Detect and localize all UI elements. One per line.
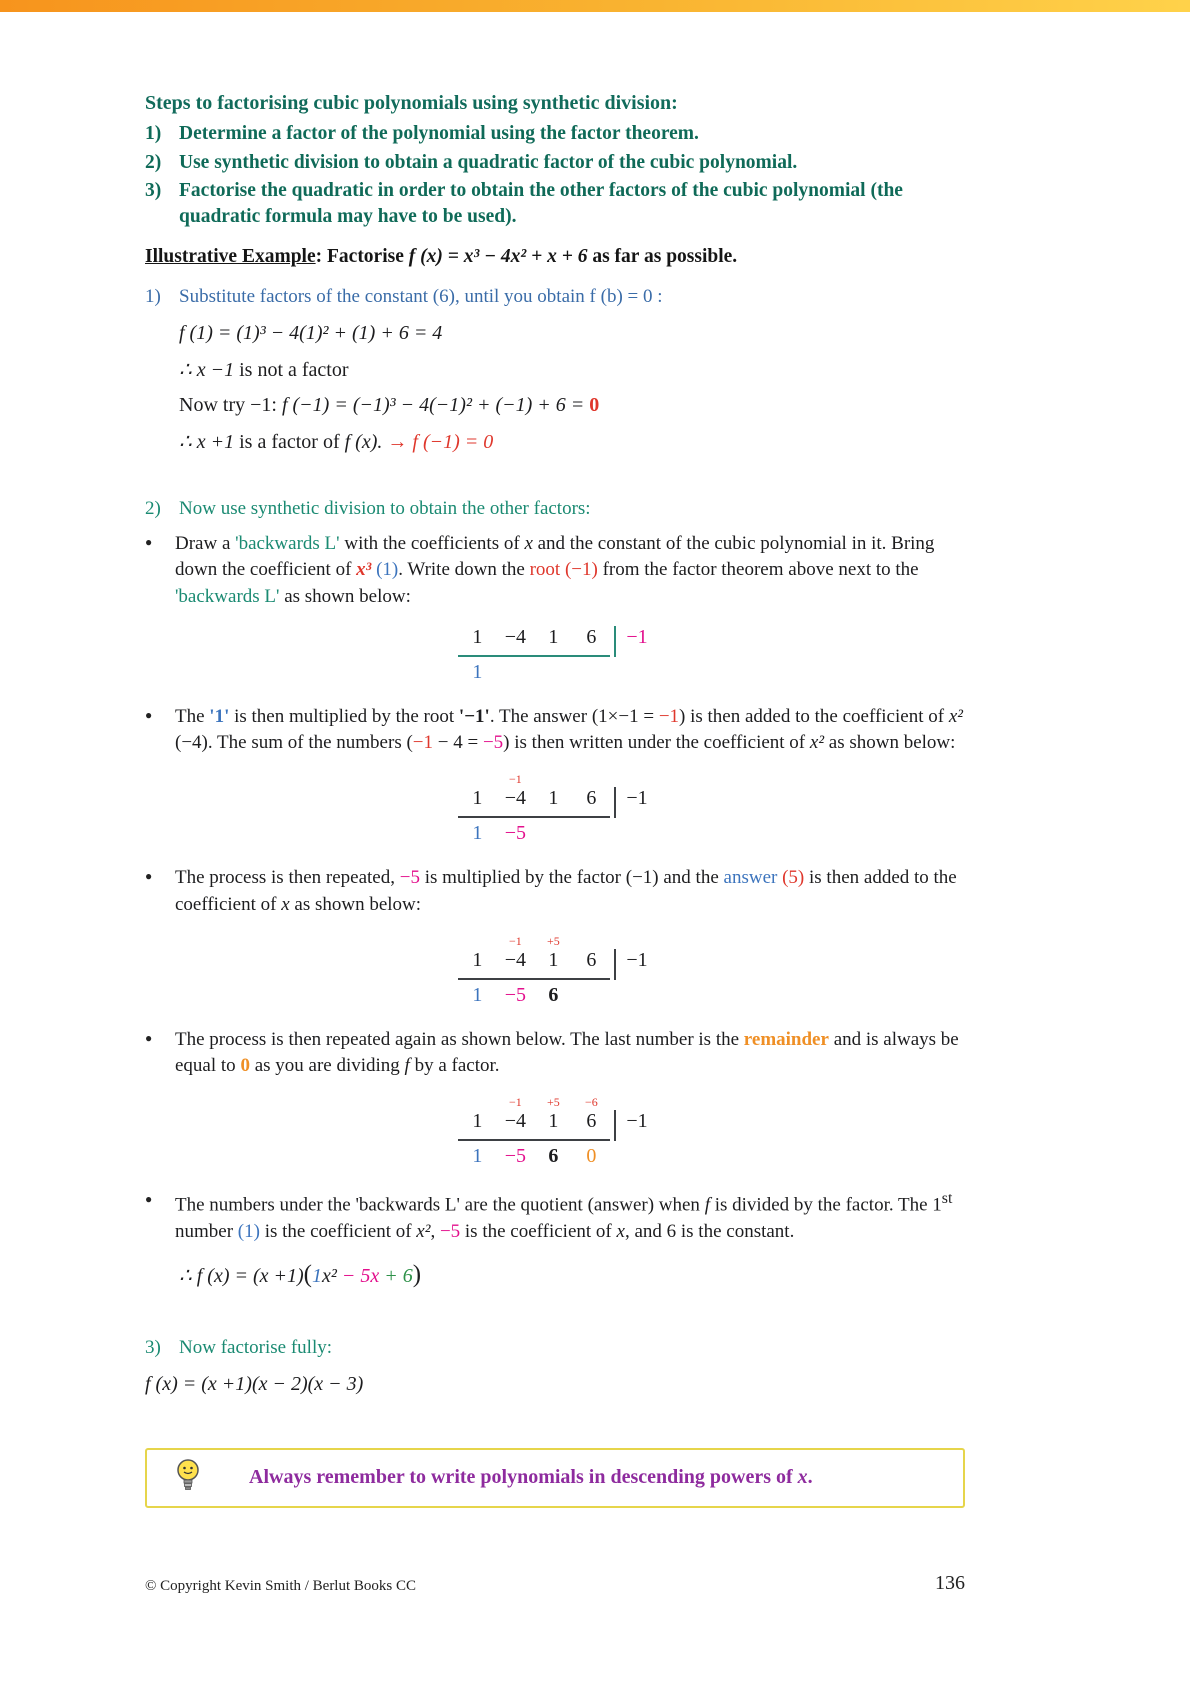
bullet-icon bbox=[145, 704, 175, 756]
page-number: 136 bbox=[935, 1571, 965, 1594]
section-1-heading: 1) Substitute factors of the constant (6), until you obtain f (b) = 0 : bbox=[145, 285, 663, 307]
factored-result: ∴ f (x) = (x +1)(1x² − 5x + 6) bbox=[179, 1260, 422, 1288]
result-row: 1 −5 bbox=[472, 822, 526, 845]
bullet-icon bbox=[145, 1027, 175, 1079]
result-row: 1 bbox=[472, 660, 483, 683]
carry-annotations: −1 +5 bbox=[508, 933, 560, 948]
step-number: 3) bbox=[145, 180, 162, 202]
bullet-quotient-step: ● The numbers under the 'backwards L' are the quotient (answer) when f is divided by the factor. The 1st number (1) is the coefficient of x², −5 is the coefficient of x, and 6 is the constant. bbox=[145, 1188, 965, 1245]
step-number: 1) bbox=[145, 123, 162, 144]
copyright-text: © Copyright Kevin Smith / Berlut Books CC bbox=[145, 1577, 416, 1594]
illustrative-example-label: Illustrative Example bbox=[145, 245, 316, 267]
cubic-formula: f (x) = x³ − 4x² + x + 6 bbox=[408, 245, 588, 267]
bullet-repeat-step: ● The process is then repeated, −5 is multiplied by the factor (−1) and the answer (5) is then added to the coefficient of x as shown below: bbox=[145, 865, 965, 917]
result-row: 1 −5 6 0 bbox=[472, 1145, 597, 1168]
fully-factored-result: f (x) = (x +1)(x − 2)(x − 3) bbox=[145, 1372, 364, 1395]
step-text: Use synthetic division to obtain a quadratic factor of the cubic polynomial. bbox=[179, 151, 798, 173]
textbook-page bbox=[0, 12, 1190, 1625]
step-item-3 bbox=[145, 178, 965, 229]
carry-annotations: −1 +5 −6 bbox=[508, 1095, 598, 1110]
coefficients-row: 1 −4 1 6 bbox=[458, 787, 610, 818]
lightbulb-icon bbox=[175, 1458, 205, 1498]
root-value: −1 bbox=[614, 949, 651, 980]
coefficients-row: 1 −4 1 6 bbox=[458, 949, 610, 980]
carry-annotations: −1 bbox=[508, 772, 522, 787]
synthetic-division-diagram-2 bbox=[458, 772, 651, 845]
section-1-work bbox=[179, 322, 965, 454]
not-a-factor-line: ∴ x −1 is not a factor bbox=[179, 358, 349, 381]
tip-box bbox=[145, 1448, 965, 1508]
bullet-icon bbox=[145, 1188, 175, 1245]
bullet-icon bbox=[145, 531, 175, 610]
step-item-1 bbox=[145, 121, 965, 147]
steps-title: Steps to factorising cubic polynomials using synthetic division: bbox=[145, 92, 678, 114]
bullet-multiply-step: ● The '1' is then multiplied by the root '−1'. The answer (1×−1 = −1) is then added to the coefficient of x² (−4). The sum of the numbers (−1 − 4 = −5) is then written under the coefficient of x² as shown below: bbox=[145, 704, 965, 756]
step-item-2 bbox=[145, 150, 965, 176]
synthetic-division-diagram-3 bbox=[458, 934, 651, 1007]
steps-list bbox=[145, 121, 965, 230]
section-2-heading: 2) Now use synthetic division to obtain the other factors: bbox=[145, 497, 591, 519]
factor-red-note: → f (−1) = 0 bbox=[387, 430, 494, 453]
bullet-draw-backwards-l: ● Draw a 'backwards L' with the coefficients of x and the constant of the cubic polynomial in it. Bring down the coefficient of x³ (1). Write down the root (−1) from the factor theorem above next to the 'backwards L' as shown below: bbox=[145, 531, 965, 610]
root-value: −1 bbox=[614, 626, 651, 657]
evaluation-f1: f (1) = (1)³ − 4(1)² + (1) + 6 = 4 bbox=[179, 321, 443, 344]
result-row: 1 −5 6 bbox=[472, 983, 559, 1006]
step-text: Determine a factor of the polynomial using the factor theorem. bbox=[179, 123, 699, 144]
section-3-heading: 3) Now factorise fully: bbox=[145, 1336, 333, 1358]
scan-top-orange-bar bbox=[0, 0, 1190, 12]
page-footer bbox=[145, 1572, 965, 1595]
synthetic-division-diagram-1 bbox=[458, 626, 651, 684]
step-number: 2) bbox=[145, 151, 162, 173]
tip-text: Always remember to write polynomials in descending powers of x. bbox=[249, 1466, 813, 1489]
root-value: −1 bbox=[614, 787, 651, 818]
zero-result: 0 bbox=[589, 393, 600, 416]
step-text: Factorise the quadratic in order to obtain the other factors of the cubic polynomial (the quadratic formula may have to be used). bbox=[179, 180, 903, 228]
is-a-factor-line: ∴ x +1 is a factor of f (x). → f (−1) = 0 bbox=[179, 430, 494, 453]
root-value: −1 bbox=[614, 1110, 651, 1141]
coefficients-row: 1 −4 1 6 bbox=[458, 1110, 610, 1141]
bullet-remainder-step: ● The process is then repeated again as shown below. The last number is the remainder and is always be equal to 0 as you are dividing f by a factor. bbox=[145, 1027, 965, 1079]
ordinal-superscript: st bbox=[941, 1190, 953, 1208]
synthetic-division-diagram-4 bbox=[458, 1095, 651, 1168]
illustrative-example-line: Illustrative Example: Factorise f (x) = x³ − 4x² + x + 6 as far as possible. bbox=[145, 245, 738, 267]
now-try-line: Now try −1: f (−1) = (−1)³ − 4(−1)² + (−1) + 6 = 0 bbox=[179, 393, 600, 416]
coefficients-row: 1 −4 1 6 bbox=[458, 626, 610, 657]
bullet-icon bbox=[145, 865, 175, 917]
